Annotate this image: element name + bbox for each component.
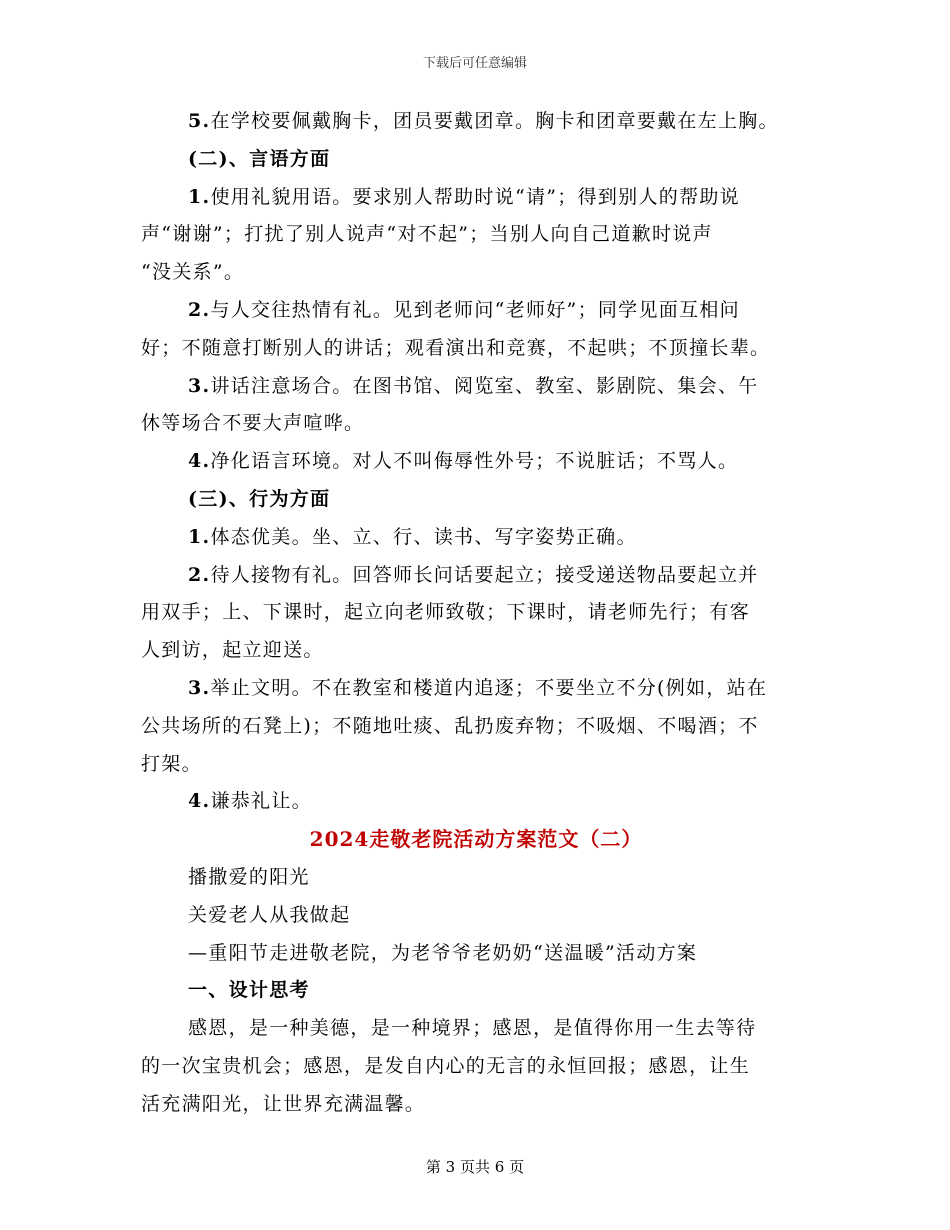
line-text: 在学校要佩戴胸卡，团员要戴团章。胸卡和团章要戴在左上胸。 [210, 110, 779, 132]
line-text: 使用礼貌用语。要求别人帮助时说“请”；得到别人的帮助说 [210, 185, 740, 208]
line-3 [141, 179, 811, 217]
item-number: 2. [188, 298, 211, 321]
line-6 [141, 292, 811, 330]
item-number: 1. [188, 185, 211, 208]
line-14: 用双手；上、下课时，起立向老师致敬；下课时，请老师先行；有客 [141, 601, 751, 624]
line-15: 人到访，起立迎送。 [141, 639, 324, 662]
item-number: 3. [188, 374, 211, 397]
line-27: 活充满阳光，让世界充满温馨。 [141, 1092, 426, 1115]
line-text: 讲话注意场合。在图书馆、阅览室、教室、影剧院、集会、午 [210, 374, 759, 397]
line-12 [141, 519, 811, 557]
subtitle-1: 播撒爱的阳光 [188, 865, 310, 888]
line-13 [141, 557, 811, 595]
line-text: 谦恭礼让。 [210, 790, 312, 813]
document-body [141, 103, 811, 1124]
document-title: 2024走敬老院活动方案范文（二） [309, 827, 643, 852]
item-number: 3. [188, 676, 211, 699]
line-5: “没关系”。 [141, 261, 245, 284]
line-8 [141, 368, 811, 406]
line-4: 声“谢谢”；打扰了别人说声“对不起”；当别人向自己道歉时说声 [141, 223, 713, 246]
line-text: 待人接物有礼。回答师长问话要起立；接受递送物品要起立并 [210, 563, 759, 586]
item-number: 4. [188, 450, 211, 473]
line-16 [141, 670, 811, 708]
section-heading-design: 一、设计思考 [188, 979, 310, 1002]
item-number: 5. [188, 110, 211, 132]
item-number: 4. [188, 790, 211, 813]
line-text: 举止文明。不在教室和楼道内追逐；不要坐立不分(例如，站在 [210, 676, 768, 699]
line-25: 感恩，是一种美德，是一种境界；感恩，是值得你用一生去等待 [188, 1017, 757, 1040]
section-heading-speech: (二)、言语方面 [188, 147, 331, 170]
item-number: 2. [188, 563, 211, 586]
item-number: 1. [188, 525, 211, 548]
line-9: 休等场合不要大声喧哗。 [141, 412, 365, 435]
line-7: 好；不随意打断别人的讲话；观看演出和竞赛，不起哄；不顶撞长辈。 [141, 336, 771, 359]
header-note: 下载后可任意编辑 [422, 56, 527, 71]
page-number: 第 3 页共 6 页 [425, 1158, 525, 1176]
line-1 [141, 103, 811, 141]
section-heading-behavior: (三)、行为方面 [188, 487, 331, 510]
line-19 [141, 783, 811, 821]
subtitle-3: —重阳节走进敬老院，为老爷爷老奶奶“送温暖”活动方案 [188, 941, 698, 964]
line-text: 净化语言环境。对人不叫侮辱性外号；不说脏话；不骂人。 [210, 450, 739, 473]
line-text: 体态优美。坐、立、行、读书、写字姿势正确。 [210, 525, 637, 548]
line-17: 公共场所的石凳上)；不随地吐痰、乱扔废弃物；不吸烟、不喝酒；不 [141, 714, 759, 737]
line-10 [141, 443, 811, 481]
line-18: 打架。 [141, 752, 202, 775]
subtitle-2: 关爱老人从我做起 [188, 903, 351, 926]
line-text: 与人交往热情有礼。见到老师问“老师好”；同学见面互相问 [210, 298, 740, 321]
line-26: 的一次宝贵机会；感恩，是发自内心的无言的永恒回报；感恩，让生 [141, 1054, 751, 1077]
